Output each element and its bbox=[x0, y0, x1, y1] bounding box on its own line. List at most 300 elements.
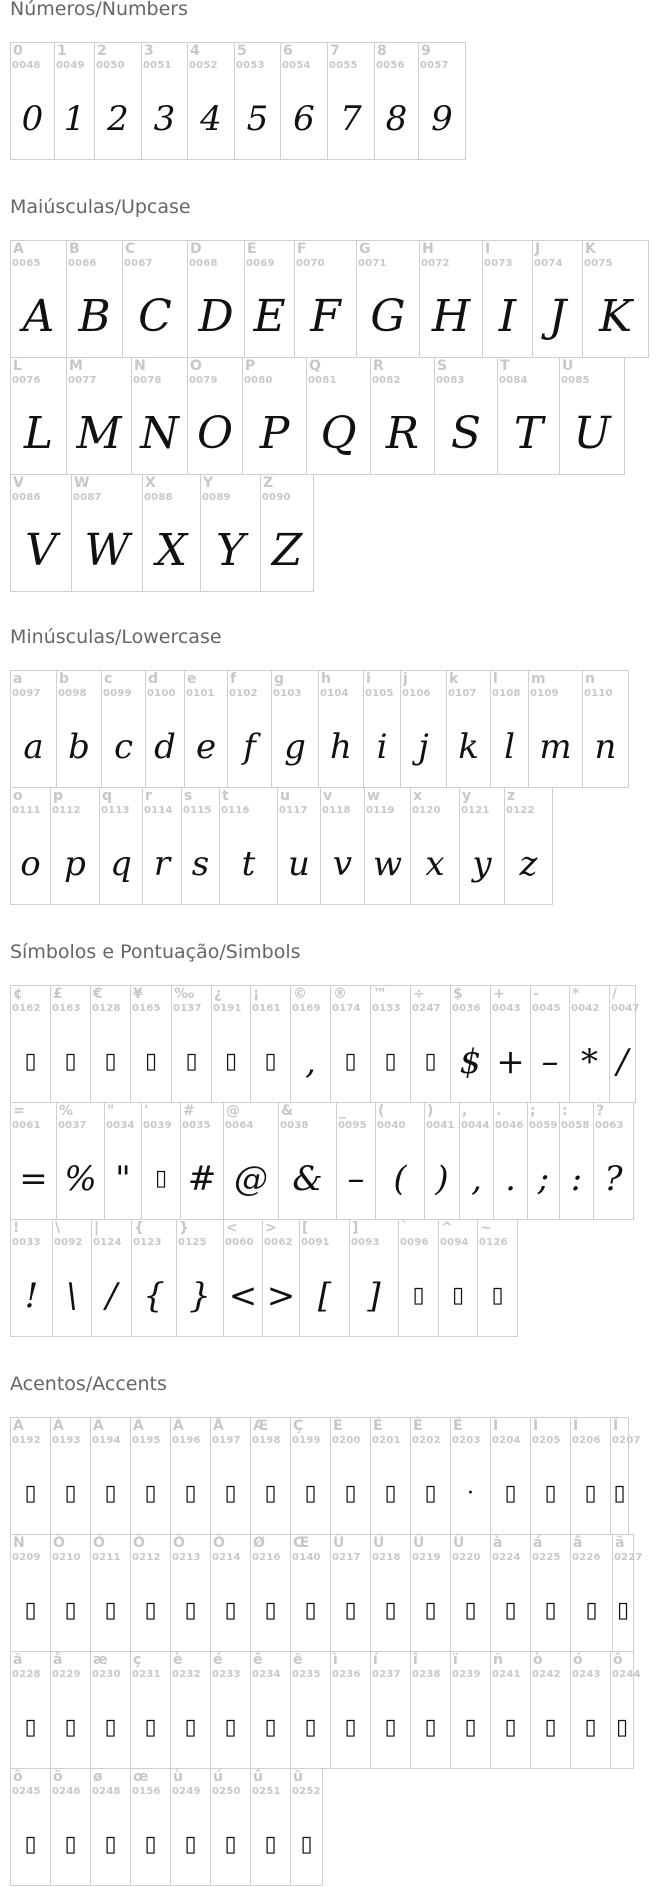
glyph-code-label: 0036 bbox=[452, 1003, 481, 1014]
glyph-code-label: 0128 bbox=[92, 1003, 121, 1014]
glyph-character-label: T bbox=[500, 358, 510, 374]
glyph-cell bbox=[434, 357, 498, 475]
glyph-code-label: 0220 bbox=[452, 1552, 481, 1563]
glyph-code-label: 0119 bbox=[366, 805, 395, 816]
glyph-cell bbox=[250, 1417, 291, 1535]
glyph-cell bbox=[54, 42, 95, 160]
glyph-sample: J bbox=[548, 291, 567, 342]
glyph-cell bbox=[200, 474, 261, 592]
glyph-code-label: 0117 bbox=[279, 805, 308, 816]
glyph-code-label: 0161 bbox=[252, 1003, 281, 1014]
glyph-cell bbox=[142, 474, 201, 592]
glyph-character-label: = bbox=[13, 1103, 25, 1119]
glyph-sample: ▯ bbox=[104, 1832, 117, 1857]
glyph-cell bbox=[370, 357, 435, 475]
glyph-code-label: 0070 bbox=[296, 258, 325, 269]
glyph-sample: ; bbox=[537, 1159, 550, 1199]
glyph-code-label: 0033 bbox=[12, 1237, 41, 1248]
glyph-sample: ▯ bbox=[104, 1481, 117, 1506]
glyph-character-label: u bbox=[280, 788, 290, 804]
glyph-cell bbox=[290, 1768, 323, 1886]
glyph-code-label: 0219 bbox=[412, 1552, 441, 1563]
glyph-cell bbox=[290, 1651, 331, 1769]
glyph-code-label: 0225 bbox=[532, 1552, 561, 1563]
glyph-sample: ▯ bbox=[344, 1049, 357, 1074]
glyph-code-label: 0116 bbox=[221, 805, 250, 816]
glyph-character-label: Ó bbox=[93, 1535, 105, 1551]
glyph-character-label: P bbox=[245, 358, 256, 374]
glyph-code-label: 0203 bbox=[452, 1435, 481, 1446]
glyph-code-label: 0056 bbox=[376, 60, 405, 71]
glyph-code-label: 0192 bbox=[12, 1435, 41, 1446]
glyph-code-label: 0062 bbox=[264, 1237, 293, 1248]
glyph-character-label: ê bbox=[253, 1652, 263, 1668]
glyph-character-label: \ bbox=[55, 1220, 61, 1236]
glyph-cell bbox=[410, 985, 451, 1103]
glyph-code-label: 0094 bbox=[440, 1237, 469, 1248]
glyph-cell bbox=[211, 985, 251, 1103]
glyph-character-label: Ù bbox=[333, 1535, 345, 1551]
glyph-sample: ] bbox=[367, 1276, 381, 1316]
glyph-code-label: 0090 bbox=[262, 492, 291, 503]
glyph-code-label: 0084 bbox=[499, 375, 528, 386]
glyph-cell bbox=[410, 1417, 451, 1535]
glyph-character-label: ë bbox=[293, 1652, 303, 1668]
glyph-code-label: 0086 bbox=[12, 492, 41, 503]
glyph-code-label: 0089 bbox=[202, 492, 231, 503]
glyph-code-label: 0060 bbox=[225, 1237, 254, 1248]
glyph-code-label: 0251 bbox=[252, 1786, 281, 1797]
glyph-code-label: 0039 bbox=[143, 1120, 172, 1131]
glyph-cell bbox=[170, 1768, 211, 1886]
glyph-code-label: 0100 bbox=[147, 688, 176, 699]
glyph-sample: ▯ bbox=[224, 1049, 238, 1074]
glyph-cell bbox=[242, 357, 307, 475]
glyph-code-label: 0105 bbox=[365, 688, 394, 699]
glyph-character-label: " bbox=[107, 1103, 115, 1119]
glyph-cell bbox=[330, 985, 371, 1103]
glyph-cell bbox=[528, 670, 583, 788]
glyph-cell bbox=[90, 1534, 131, 1652]
glyph-code-label: 0078 bbox=[133, 375, 162, 386]
glyph-cell bbox=[593, 1102, 634, 1220]
glyph-character-label: ! bbox=[13, 1220, 20, 1236]
glyph-character-label: m bbox=[531, 671, 546, 687]
glyph-character-label: ó bbox=[573, 1652, 583, 1668]
glyph-cell bbox=[10, 985, 51, 1103]
glyph-sample: ▯ bbox=[144, 1832, 157, 1857]
glyph-character-label: ` bbox=[401, 1220, 408, 1236]
glyph-character-label: ; bbox=[530, 1103, 536, 1119]
glyph-sample: ▯ bbox=[544, 1598, 557, 1623]
glyph-code-label: 0097 bbox=[12, 688, 41, 699]
glyph-character-label: ¿ bbox=[214, 986, 223, 1002]
glyph-cell bbox=[10, 42, 55, 160]
glyph-code-label: 0249 bbox=[172, 1786, 201, 1797]
glyph-sample: ▯ bbox=[144, 1715, 157, 1740]
glyph-code-label: 0081 bbox=[308, 375, 337, 386]
glyph-cell bbox=[612, 1534, 643, 1652]
glyph-sample: k bbox=[458, 727, 479, 767]
glyph-character-label: Í bbox=[533, 1418, 539, 1434]
glyph-cell bbox=[99, 787, 143, 905]
glyph-cell bbox=[277, 787, 321, 905]
glyph-cell bbox=[71, 474, 143, 592]
glyph-cell bbox=[141, 42, 188, 160]
glyph-sample: ▯ bbox=[224, 1598, 237, 1623]
glyph-character-label: z bbox=[507, 788, 516, 804]
section-title: Acentos/Accents bbox=[10, 1373, 167, 1395]
glyph-character-label: K bbox=[585, 241, 596, 257]
glyph-code-label: 0114 bbox=[144, 805, 173, 816]
glyph-code-label: 0252 bbox=[292, 1786, 321, 1797]
glyph-sample: i bbox=[376, 727, 388, 767]
glyph-sample: M bbox=[76, 408, 122, 459]
glyph-character-label: ^ bbox=[441, 1220, 453, 1236]
glyph-cell bbox=[330, 1417, 371, 1535]
glyph-character-label: R bbox=[373, 358, 384, 374]
glyph-code-label: 0202 bbox=[412, 1435, 441, 1446]
glyph-sample: q bbox=[110, 844, 132, 884]
glyph-cell bbox=[219, 787, 278, 905]
glyph-code-label: 0217 bbox=[332, 1552, 361, 1563]
glyph-code-label: 0108 bbox=[492, 688, 521, 699]
glyph-cell bbox=[10, 670, 57, 788]
glyph-character-label: Ä bbox=[173, 1418, 184, 1434]
glyph-code-label: 0110 bbox=[584, 688, 613, 699]
glyph-sample: ▯ bbox=[24, 1598, 37, 1623]
glyph-sample: 3 bbox=[153, 99, 176, 139]
glyph-sample: + bbox=[496, 1042, 525, 1082]
glyph-code-label: 0205 bbox=[532, 1435, 561, 1446]
glyph-cell bbox=[90, 1417, 131, 1535]
glyph-cell bbox=[356, 240, 420, 358]
glyph-sample: ▯ bbox=[64, 1049, 77, 1074]
glyph-code-label: 0207 bbox=[612, 1435, 641, 1446]
glyph-sample: ▯ bbox=[24, 1049, 37, 1074]
glyph-code-label: 0095 bbox=[338, 1120, 367, 1131]
glyph-code-label: 0218 bbox=[372, 1552, 401, 1563]
glyph-code-label: 0049 bbox=[56, 60, 85, 71]
glyph-sample: b bbox=[68, 727, 90, 767]
glyph-sample: v bbox=[332, 844, 353, 884]
glyph-character-label: Ç bbox=[293, 1418, 304, 1434]
glyph-code-label: 0044 bbox=[461, 1120, 490, 1131]
glyph-sample: ▯ bbox=[384, 1481, 397, 1506]
glyph-character-label: ç bbox=[133, 1652, 142, 1668]
glyph-sample: y bbox=[472, 844, 492, 884]
glyph-code-label: 0102 bbox=[229, 688, 258, 699]
glyph-code-label: 0096 bbox=[400, 1237, 429, 1248]
glyph-code-label: 0118 bbox=[322, 805, 351, 816]
glyph-character-label: H bbox=[422, 241, 434, 257]
glyph-cell bbox=[130, 1651, 171, 1769]
glyph-cell bbox=[320, 787, 365, 905]
glyph-code-label: 0115 bbox=[183, 805, 212, 816]
glyph-sample: ? bbox=[604, 1159, 623, 1199]
glyph-character-label: Ë bbox=[453, 1418, 463, 1434]
glyph-character-label: c bbox=[104, 671, 113, 687]
glyph-code-label: 0067 bbox=[124, 258, 153, 269]
glyph-cell bbox=[187, 240, 245, 358]
glyph-code-label: 0199 bbox=[292, 1435, 321, 1446]
glyph-sample: ▯ bbox=[584, 1481, 597, 1506]
glyph-sample: c bbox=[113, 727, 134, 767]
glyph-code-label: 0041 bbox=[426, 1120, 455, 1131]
glyph-code-label: 0211 bbox=[92, 1552, 121, 1563]
glyph-sample: & bbox=[292, 1159, 323, 1199]
glyph-character-label: € bbox=[93, 986, 103, 1002]
glyph-character-label: O bbox=[190, 358, 202, 374]
glyph-cell bbox=[90, 1768, 131, 1886]
glyph-code-label: 0047 bbox=[611, 1003, 640, 1014]
glyph-cell bbox=[582, 240, 649, 358]
glyph-code-label: 0079 bbox=[189, 375, 218, 386]
glyph-code-label: 0092 bbox=[54, 1237, 83, 1248]
glyph-character-label: Ñ bbox=[13, 1535, 25, 1551]
glyph-character-label: û bbox=[253, 1769, 263, 1785]
glyph-cell bbox=[493, 1102, 528, 1220]
glyph-cell bbox=[50, 1651, 91, 1769]
glyph-character-label: x bbox=[413, 788, 423, 804]
glyph-character-label: @ bbox=[226, 1103, 240, 1119]
glyph-sample: d bbox=[154, 727, 176, 767]
glyph-sample: – bbox=[541, 1042, 559, 1082]
glyph-cell bbox=[400, 670, 447, 788]
glyph-character-label: _ bbox=[339, 1103, 346, 1119]
glyph-sample: D bbox=[198, 291, 234, 342]
glyph-cell bbox=[10, 787, 51, 905]
glyph-character-label: ? bbox=[596, 1103, 605, 1119]
glyph-sample: \ bbox=[66, 1276, 78, 1316]
section-title: Símbolos e Pontuação/Simbols bbox=[10, 941, 301, 963]
glyph-sample: ▯ bbox=[616, 1598, 630, 1623]
glyph-sample: K bbox=[599, 291, 632, 342]
glyph-sample: 1 bbox=[63, 99, 86, 139]
glyph-character-label: ù bbox=[173, 1769, 183, 1785]
glyph-sample: ▯ bbox=[424, 1049, 437, 1074]
glyph-sample: ▯ bbox=[64, 1598, 77, 1623]
glyph-cell bbox=[10, 1219, 53, 1337]
glyph-code-label: 0232 bbox=[172, 1669, 201, 1680]
glyph-cell bbox=[187, 357, 243, 475]
glyph-cell bbox=[10, 1651, 51, 1769]
glyph-cell bbox=[184, 670, 228, 788]
glyph-character-label: Ü bbox=[453, 1535, 465, 1551]
glyph-sample: . bbox=[505, 1159, 516, 1199]
glyph-sample: ▯ bbox=[224, 1715, 237, 1740]
glyph-character-label: 2 bbox=[97, 43, 107, 59]
glyph-sample: ▯ bbox=[384, 1715, 397, 1740]
glyph-sample: ▯ bbox=[224, 1832, 237, 1857]
glyph-cell bbox=[180, 1102, 224, 1220]
section-title: Maiúsculas/Upcase bbox=[10, 196, 191, 218]
glyph-cell bbox=[527, 1102, 560, 1220]
glyph-cell bbox=[290, 985, 331, 1103]
glyph-code-label: 0120 bbox=[412, 805, 441, 816]
glyph-cell bbox=[490, 1417, 531, 1535]
glyph-character-label: S bbox=[437, 358, 448, 374]
glyph-code-label: 0229 bbox=[52, 1669, 81, 1680]
glyph-character-label: / bbox=[612, 986, 618, 1002]
glyph-code-label: 0235 bbox=[292, 1669, 321, 1680]
glyph-code-label: 0206 bbox=[572, 1435, 601, 1446]
glyph-cell bbox=[398, 1219, 439, 1337]
glyph-cell bbox=[349, 1219, 399, 1337]
glyph-character-label: j bbox=[403, 671, 408, 687]
glyph-sample: ▯ bbox=[154, 1166, 168, 1191]
glyph-character-label: À bbox=[13, 1418, 24, 1434]
glyph-cell bbox=[459, 787, 505, 905]
glyph-character-label: ñ bbox=[493, 1652, 503, 1668]
glyph-sample: g bbox=[284, 727, 306, 767]
glyph-character-label: . bbox=[496, 1103, 502, 1119]
glyph-code-label: 0046 bbox=[495, 1120, 524, 1131]
glyph-cell bbox=[410, 1534, 451, 1652]
glyph-sample: O bbox=[196, 408, 234, 459]
glyph-code-label: 0071 bbox=[358, 258, 387, 269]
glyph-character-label: F bbox=[297, 241, 307, 257]
glyph-cell bbox=[570, 1417, 611, 1535]
glyph-cell bbox=[171, 985, 212, 1103]
glyph-code-label: 0191 bbox=[213, 1003, 242, 1014]
glyph-sample: C bbox=[138, 291, 172, 342]
glyph-code-label: 0236 bbox=[332, 1669, 361, 1680]
glyph-sample: G bbox=[370, 291, 406, 342]
glyph-character-label: { bbox=[134, 1220, 144, 1236]
glyph-character-label: D bbox=[190, 241, 202, 257]
glyph-character-label: h bbox=[321, 671, 331, 687]
glyph-code-label: 0244 bbox=[612, 1669, 641, 1680]
glyph-character-label: Ø bbox=[253, 1535, 265, 1551]
glyph-character-label: Å bbox=[213, 1418, 224, 1434]
glyph-cell bbox=[250, 1651, 291, 1769]
glyph-cell bbox=[530, 1651, 571, 1769]
glyph-character-label: y bbox=[462, 788, 472, 804]
glyph-character-label: Ô bbox=[133, 1535, 145, 1551]
glyph-cell bbox=[104, 1102, 142, 1220]
glyph-code-label: 0233 bbox=[212, 1669, 241, 1680]
glyph-sample: 6 bbox=[293, 99, 315, 139]
glyph-character-label: p bbox=[53, 788, 64, 804]
glyph-character-label: i bbox=[366, 671, 371, 687]
glyph-cell bbox=[223, 1102, 279, 1220]
glyph-code-label: 0101 bbox=[186, 688, 215, 699]
glyph-code-label: 0042 bbox=[571, 1003, 600, 1014]
glyph-code-label: 0194 bbox=[92, 1435, 121, 1446]
glyph-code-label: 0093 bbox=[351, 1237, 380, 1248]
glyph-cell bbox=[131, 357, 188, 475]
glyph-code-label: 0068 bbox=[189, 258, 218, 269]
glyph-sample: r bbox=[153, 844, 171, 884]
glyph-code-label: 0174 bbox=[332, 1003, 361, 1014]
glyph-sample: ▯ bbox=[344, 1598, 357, 1623]
glyph-sample: ▯ bbox=[24, 1481, 37, 1506]
glyph-character-label: G bbox=[359, 241, 371, 257]
glyph-character-label: à bbox=[493, 1535, 503, 1551]
glyph-sample: Z bbox=[271, 525, 303, 576]
glyph-cell bbox=[271, 670, 319, 788]
glyph-cell bbox=[101, 670, 146, 788]
glyph-character-label: * bbox=[572, 986, 580, 1002]
glyph-cell bbox=[122, 240, 188, 358]
glyph-character-label: Û bbox=[413, 1535, 425, 1551]
glyph-character-label: Y bbox=[203, 475, 214, 491]
glyph-character-label: $ bbox=[453, 986, 463, 1002]
glyph-sample: W bbox=[84, 525, 130, 576]
glyph-code-label: 0241 bbox=[492, 1669, 521, 1680]
glyph-code-label: 0053 bbox=[236, 60, 265, 71]
glyph-sample: } bbox=[189, 1276, 211, 1316]
glyph-sample: N bbox=[140, 408, 179, 459]
glyph-code-label: 0085 bbox=[561, 375, 590, 386]
glyph-code-label: 0226 bbox=[572, 1552, 601, 1563]
glyph-character-label: î bbox=[413, 1652, 418, 1668]
glyph-cell bbox=[294, 240, 357, 358]
glyph-code-label: 0106 bbox=[402, 688, 431, 699]
glyph-code-label: 0072 bbox=[421, 258, 450, 269]
glyph-cell bbox=[50, 1768, 91, 1886]
glyph-code-label: 0123 bbox=[133, 1237, 162, 1248]
glyph-cell bbox=[410, 1651, 451, 1769]
glyph-sample: e bbox=[195, 727, 217, 767]
glyph-cell bbox=[490, 985, 531, 1103]
glyph-sample: ▯ bbox=[451, 1283, 465, 1308]
glyph-cell bbox=[559, 1102, 594, 1220]
glyph-character-label: M bbox=[69, 358, 83, 374]
glyph-sample: ▯ bbox=[184, 1832, 197, 1857]
glyph-cell bbox=[210, 1768, 251, 1886]
glyph-code-label: 0113 bbox=[101, 805, 130, 816]
glyph-character-label: 5 bbox=[237, 43, 247, 59]
glyph-sample: o bbox=[20, 844, 41, 884]
glyph-sample: ▯ bbox=[224, 1481, 237, 1506]
glyph-character-label: Œ bbox=[293, 1535, 310, 1551]
glyph-sample: ▯ bbox=[504, 1481, 517, 1506]
glyph-sample: ▯ bbox=[264, 1715, 277, 1740]
glyph-cell bbox=[530, 985, 570, 1103]
glyph-character-label: ] bbox=[352, 1220, 359, 1236]
glyph-character-label: é bbox=[213, 1652, 223, 1668]
glyph-code-label: 0125 bbox=[178, 1237, 207, 1248]
glyph-code-label: 0064 bbox=[225, 1120, 254, 1131]
glyph-cell bbox=[450, 1534, 491, 1652]
glyph-sample: / bbox=[105, 1276, 118, 1316]
glyph-character-label: ) bbox=[427, 1103, 434, 1119]
glyph-character-label: w bbox=[367, 788, 380, 804]
glyph-cell bbox=[90, 985, 131, 1103]
glyph-code-label: 0247 bbox=[412, 1003, 441, 1014]
glyph-sample: ) bbox=[435, 1159, 449, 1199]
glyph-character-label: f bbox=[230, 671, 237, 687]
glyph-character-label: v bbox=[323, 788, 333, 804]
glyph-cell bbox=[176, 1219, 224, 1337]
glyph-code-label: 0107 bbox=[448, 688, 477, 699]
glyph-code-label: 0059 bbox=[529, 1120, 558, 1131]
glyph-cell bbox=[450, 1417, 491, 1535]
glyph-cell bbox=[278, 1102, 337, 1220]
glyph-code-label: 0197 bbox=[212, 1435, 241, 1446]
glyph-code-label: 0248 bbox=[92, 1786, 121, 1797]
glyph-sample: P bbox=[259, 408, 290, 459]
glyph-character-label: Î bbox=[573, 1418, 579, 1434]
glyph-sample: l bbox=[504, 727, 515, 767]
glyph-sample: ( bbox=[393, 1159, 407, 1199]
glyph-sample: < bbox=[228, 1276, 258, 1316]
glyph-character-label: Ï bbox=[613, 1418, 619, 1434]
glyph-character-label: ü bbox=[293, 1769, 303, 1785]
glyph-sample: 0 bbox=[21, 99, 44, 139]
